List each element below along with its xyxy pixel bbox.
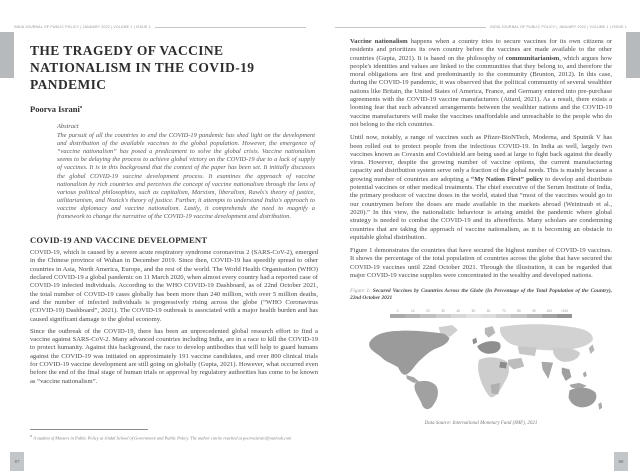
right-page-column [350, 38, 612, 426]
map-region-egypt [499, 362, 507, 369]
abstract-label: Abstract [57, 123, 79, 130]
map-region-southern-africa [491, 383, 501, 395]
legend-tick: 10 [410, 309, 415, 314]
running-head-left-rule [155, 27, 306, 28]
legend-tick: 20 [426, 309, 430, 314]
bold-term-communitarianism: communitarianism [505, 54, 560, 62]
footnote-text: A student of Masters in Public Policy at Jindal School of Government and Public Policy. The author can be reached at poorvaisrani@outlook.com [33, 435, 292, 441]
map-region-north-america [369, 331, 449, 375]
author-name [30, 104, 318, 114]
map-region-new-zealand [598, 402, 602, 410]
left-paragraph-1: COVID-19, which is caused by a severe acute respiratory syndrome coronavirus 2 (SARS-CoV-2), emerged in the Chinese province of Wuhan in December 2019. Since then, COVID-19 has speedily spread to other countries in Asia, North America, Europe, and the rest of the world. The World Health Organisation (WHO) declared COVID-19 a global pandemic on 11 March 2020, when almost every country had a reported case of COVID-19 infected individuals. According to the WHO COVID-19 Dashboard, as of 22nd October 2021, the total number of COVID-19 cases globally has been more than 240 million, with over 5 million deaths, and the number of infected individuals is progressively rising across the globe (“WHO Coronavirus (COVID-19) Dashboard”, 2021). The COVID-19 outbreak is associated with a major health burden and has caused significant damage to the global economy. [30, 249, 318, 323]
bold-term-my-nation-first: “My Nation First” policy [470, 175, 543, 183]
legend-color-bar [390, 314, 572, 318]
author-footnote-marker: a [79, 104, 83, 110]
left-page-column [30, 42, 318, 386]
map-region-china [553, 348, 580, 362]
choropleth-world-map [356, 321, 606, 413]
legend-tick: >100 [560, 309, 569, 314]
map-region-india [542, 362, 554, 379]
right-paragraph-2-text-b: to develop and distribute potential vaccines or other medical treatments. The chief executive of the Serum Institute of India, the primary producer of vaccine doses in the world, stated that “most of the vaccines would go to our countrymen before the doses are made available in the markets abroad (Weintraub et al., 2020).” In this view, the nationalistic behaviour is arising amidst the pandemic where global strategy is needed to combat the COVID-19 and its aftereffects. Many scholars are condemning countries that are taking the approach of vaccine nationalism, as it is becoming an obstacle to equitable global distribution. [350, 175, 612, 241]
bold-term-vaccine-nationalism: Vaccine nationalism [350, 38, 408, 45]
legend-tick: 30 [441, 309, 445, 314]
map-region-scandinavia [485, 326, 496, 338]
figure-caption-text: Secured Vaccines by Countries Across the Globe (In Percentage of the Total Population of the Country), 22nd October 2021 [350, 288, 612, 302]
author-footnote [30, 433, 314, 441]
left-paragraph-2: Since the outbreak of the COVID-19, there has been an unprecedented global research effort to find a vaccine against SARS-CoV-2. Many advanced countries including India, are in a race to kill the COVID-19 to protect humanity. Against this background, the race to develop antibodies that will help to guard humans against the COVID-19 was initiated on approximately 191 vaccine candidates, and over 800 clinical trials for COVID-19 vaccine development are still going on globally (Gupta, 2021). However, what occurred even before the end of the final stage of human trials or approval by regulatory authorities has come to be known as “vaccine nationalism”. [30, 327, 318, 385]
figure-caption [350, 288, 612, 302]
running-head-left-text: INDIA JOURNAL OF PUBLIC POLICY | JANUARY 2022 | VOLUME 1 | ISSUE 1 [14, 25, 151, 29]
author-name-text: Poorva Israni [30, 104, 80, 114]
map-region-middle-east [508, 358, 524, 370]
footnote-block [30, 429, 314, 441]
map-region-central-america [406, 375, 419, 383]
legend-tick: 40 [456, 309, 461, 314]
map-region-philippines [583, 372, 587, 378]
running-head-right-rule [335, 27, 486, 28]
map-region-russia [500, 325, 593, 351]
map-region-south-america [414, 381, 437, 409]
page-number-left: 87 [10, 452, 24, 471]
world-map-figure [350, 321, 612, 418]
right-paragraph-1-text-b: , which argues how people's identities and values are linked to the communities that they belong to, and therefore the moral obligations are first and predominantly to the community (Brunton, 2012). In this case, during the COVID-19 pandemic, it was observed that the political community of several wealthier nations like Britain, the United States of America, France, and Germany entered into pre-purchase agreements with the COVID-19 vaccine manufacturers (Attard, 2021). As a result, there exists a looming fear that such advanced arrangements between the wealthier nations and the COVID-19 vaccine manufacturers will make the vaccines unaffordable and unreachable to the people who do not belong to the rich countries. [350, 54, 612, 128]
running-head-left [14, 24, 306, 30]
right-paragraph-3: Figure 1 demonstrates the countries that have secured the highest number of COVID-19 vaccines. It shows the percentage of the total population of countries across the globe that have secured the COVID-19 vaccines until 22nd October 2021. Through the illustration, it can be regarded that major COVID-19 vaccine supplies were concentrated in the wealthy and developed nations. [350, 247, 612, 280]
map-region-europe [477, 341, 500, 354]
abstract-block [57, 123, 315, 221]
map-region-southeast-asia [562, 368, 572, 381]
legend-tick: 90 [532, 309, 536, 314]
right-paragraph-2 [350, 134, 612, 242]
footnote-marker: a [30, 433, 33, 438]
abstract-text: The pursuit of all the countries to end the COVID-19 pandemic has shed light on the development and distribution of the available vaccines to the global population. However, the emergence of “vaccine nationalism” has posed a predicament to solve the global crisis. Vaccine nationalism seems to be delaying the process to achieve global victory on the COVID-19 due to a lack of supply of vaccines. It is in this background that the context of the paper has been set. It initially discusses the global COVID-19 vaccine development process. It examines the approach of vaccine nationalism by rich countries and perceives the concept of vaccine nationalism through the lens of various political philosophies, such as capitalism, Marxism, liberalism, Rawls's theory of justice, utilitarianism, and Nozick's theory of justice. Further, it attempts to understand India's approach to vaccine diplomacy and vaccine nationalism. Lastly, it comprehends the need to magnify a framework to change the narrative of the COVID-19 vaccine development and distribution. [57, 132, 315, 221]
legend-tick: 0 [396, 309, 399, 314]
running-head-right-text: INDIA JOURNAL OF PUBLIC POLICY | JANUARY 2022 | VOLUME 1 | ISSUE 1 [490, 25, 627, 29]
section-heading: COVID-19 AND VACCINE DEVELOPMENT [30, 235, 208, 246]
map-region-central-asia [518, 347, 537, 357]
running-head-right [335, 24, 627, 30]
margin-tab-left [0, 32, 14, 78]
map-region-uk [472, 338, 477, 345]
legend-tick-labels [390, 309, 572, 313]
legend-tick: 100 [546, 309, 552, 314]
figure-source-note: Data Source: International Monetary Fund (IMF), 2021 [424, 421, 538, 427]
margin-tab-right [626, 32, 640, 78]
legend-tick: 70 [502, 309, 506, 314]
legend-tick: 60 [486, 309, 491, 314]
legend-tick: 50 [471, 309, 476, 314]
page-number-right: 88 [614, 452, 628, 471]
map-color-legend [390, 309, 572, 318]
article-title: THE TRAGEDY OF VACCINE NATIONALISM IN THE COVID-19 PANDEMIC [30, 43, 255, 92]
figure-label: Figure 1: [350, 288, 371, 295]
map-region-australia [569, 388, 597, 408]
right-paragraph-1 [350, 38, 612, 129]
right-paragraph-1-text-a: happens when a country tries to secure vaccines for its own citizens or residents and prioritizes its own country before the vaccines are made available to the other countries (Gupta, 2021). It is based on the philosophy of [350, 38, 613, 62]
right-paragraph-2-text-a: Until now, notably, a range of vaccines such as Pfizer-BioNTech, Moderna, and Sputnik V has been rolled out to protect people from the infectious COVID-19. In India as well, largely two vaccines known as Covaxin and Covishield are being used at large to fight back against the deadly virus. However, despite the growing number of vaccine options, the current manufacturing capacity and distribution system serve only a fraction of the global needs. This is mainly because a growing number of countries are adopting a [350, 134, 612, 183]
footnote-rule [30, 429, 148, 430]
map-region-japan [589, 345, 595, 355]
legend-tick: 80 [517, 309, 521, 314]
